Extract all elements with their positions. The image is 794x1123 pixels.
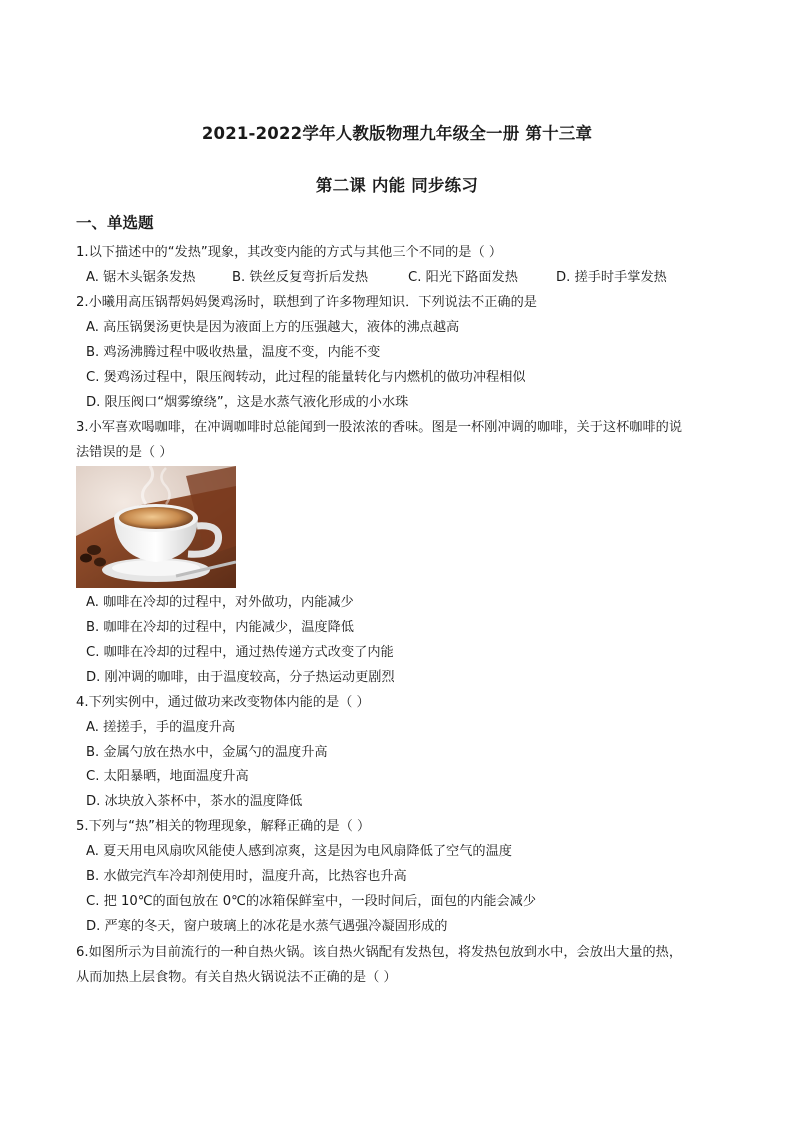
question-4-option-b: B. 金属勺放在热水中，金属勺的温度升高 [86, 745, 328, 760]
coffee-cup-photo [76, 466, 236, 588]
question-2-option-a: A. 高压锅煲汤更快是因为液面上方的压强越大，液体的沸点越高 [86, 320, 460, 335]
document-title: 2021-2022学年人教版物理九年级全一册 第十三章 [201, 124, 593, 143]
question-3-stem-line-1: 3.小军喜欢喝咖啡，在冲调咖啡时总能闻到一股浓浓的香味。图是一杯刚冲调的咖啡，关于这杯咖啡的说 [76, 420, 683, 435]
question-3-option-a: A. 咖啡在冷却的过程中，对外做功，内能减少 [86, 595, 354, 610]
question-2-option-c: C. 煲鸡汤过程中，限压阀转动，此过程的能量转化与内燃机的做功冲程相似 [86, 370, 526, 385]
question-6-stem-line-1: 6.如图所示为目前流行的一种自热火锅。该自热火锅配有发热包，将发热包放到水中，会放出大量的热， [76, 945, 683, 960]
section-heading: 一、单选题 [76, 214, 154, 232]
question-4-stem: 4.下列实例中，通过做功来改变物体内能的是（ ） [76, 695, 370, 710]
question-5-option-b: B. 水做完汽车冷却剂使用时，温度升高，比热容也升高 [86, 869, 407, 884]
question-5-stem: 5.下列与“热”相关的物理现象，解释正确的是（ ） [76, 819, 371, 834]
question-1-option-a: A. 锯木头锯条发热 [86, 270, 196, 285]
question-4-option-d: D. 冰块放入茶杯中，茶水的温度降低 [86, 794, 303, 809]
question-1-option-d: D. 搓手时手掌发热 [556, 270, 667, 285]
question-1-stem: 1.以下描述中的“发热”现象，其改变内能的方式与其他三个不同的是（ ） [76, 245, 503, 260]
question-4-option-a: A. 搓搓手，手的温度升高 [86, 720, 236, 735]
question-2-stem: 2.小曦用高压锅帮妈妈煲鸡汤时，联想到了许多物理知识．下列说法不正确的是 [76, 295, 537, 310]
question-5-option-d: D. 严寒的冬天，窗户玻璃上的冰花是水蒸气遇强冷凝固形成的 [86, 919, 448, 934]
question-5-option-c: C. 把 10℃的面包放在 0℃的冰箱保鲜室中，一段时间后，面包的内能会减少 [86, 894, 537, 909]
question-5-option-a: A. 夏天用电风扇吹风能使人感到凉爽，这是因为电风扇降低了空气的温度 [86, 844, 512, 859]
question-1-option-c: C. 阳光下路面发热 [408, 270, 518, 285]
question-6-stem-line-2: 从而加热上层食物。有关自热火锅说法不正确的是（ ） [76, 970, 397, 985]
question-2-option-b: B. 鸡汤沸腾过程中吸收热量，温度不变，内能不变 [86, 345, 381, 360]
question-1-option-b: B. 铁丝反复弯折后发热 [232, 270, 369, 285]
question-3-option-c: C. 咖啡在冷却的过程中，通过热传递方式改变了内能 [86, 645, 394, 660]
question-4-option-c: C. 太阳暴晒，地面温度升高 [86, 769, 249, 784]
question-3-option-b: B. 咖啡在冷却的过程中，内能减少，温度降低 [86, 620, 354, 635]
question-3-stem-line-2: 法错误的是（ ） [76, 445, 173, 460]
question-2-option-d: D. 限压阀口“烟雾缭绕”，这是水蒸气液化形成的小水珠 [86, 395, 409, 410]
question-3-option-d: D. 刚冲调的咖啡，由于温度较高，分子热运动更剧烈 [86, 670, 395, 685]
lesson-subtitle: 第二课 内能 同步练习 [315, 176, 479, 195]
